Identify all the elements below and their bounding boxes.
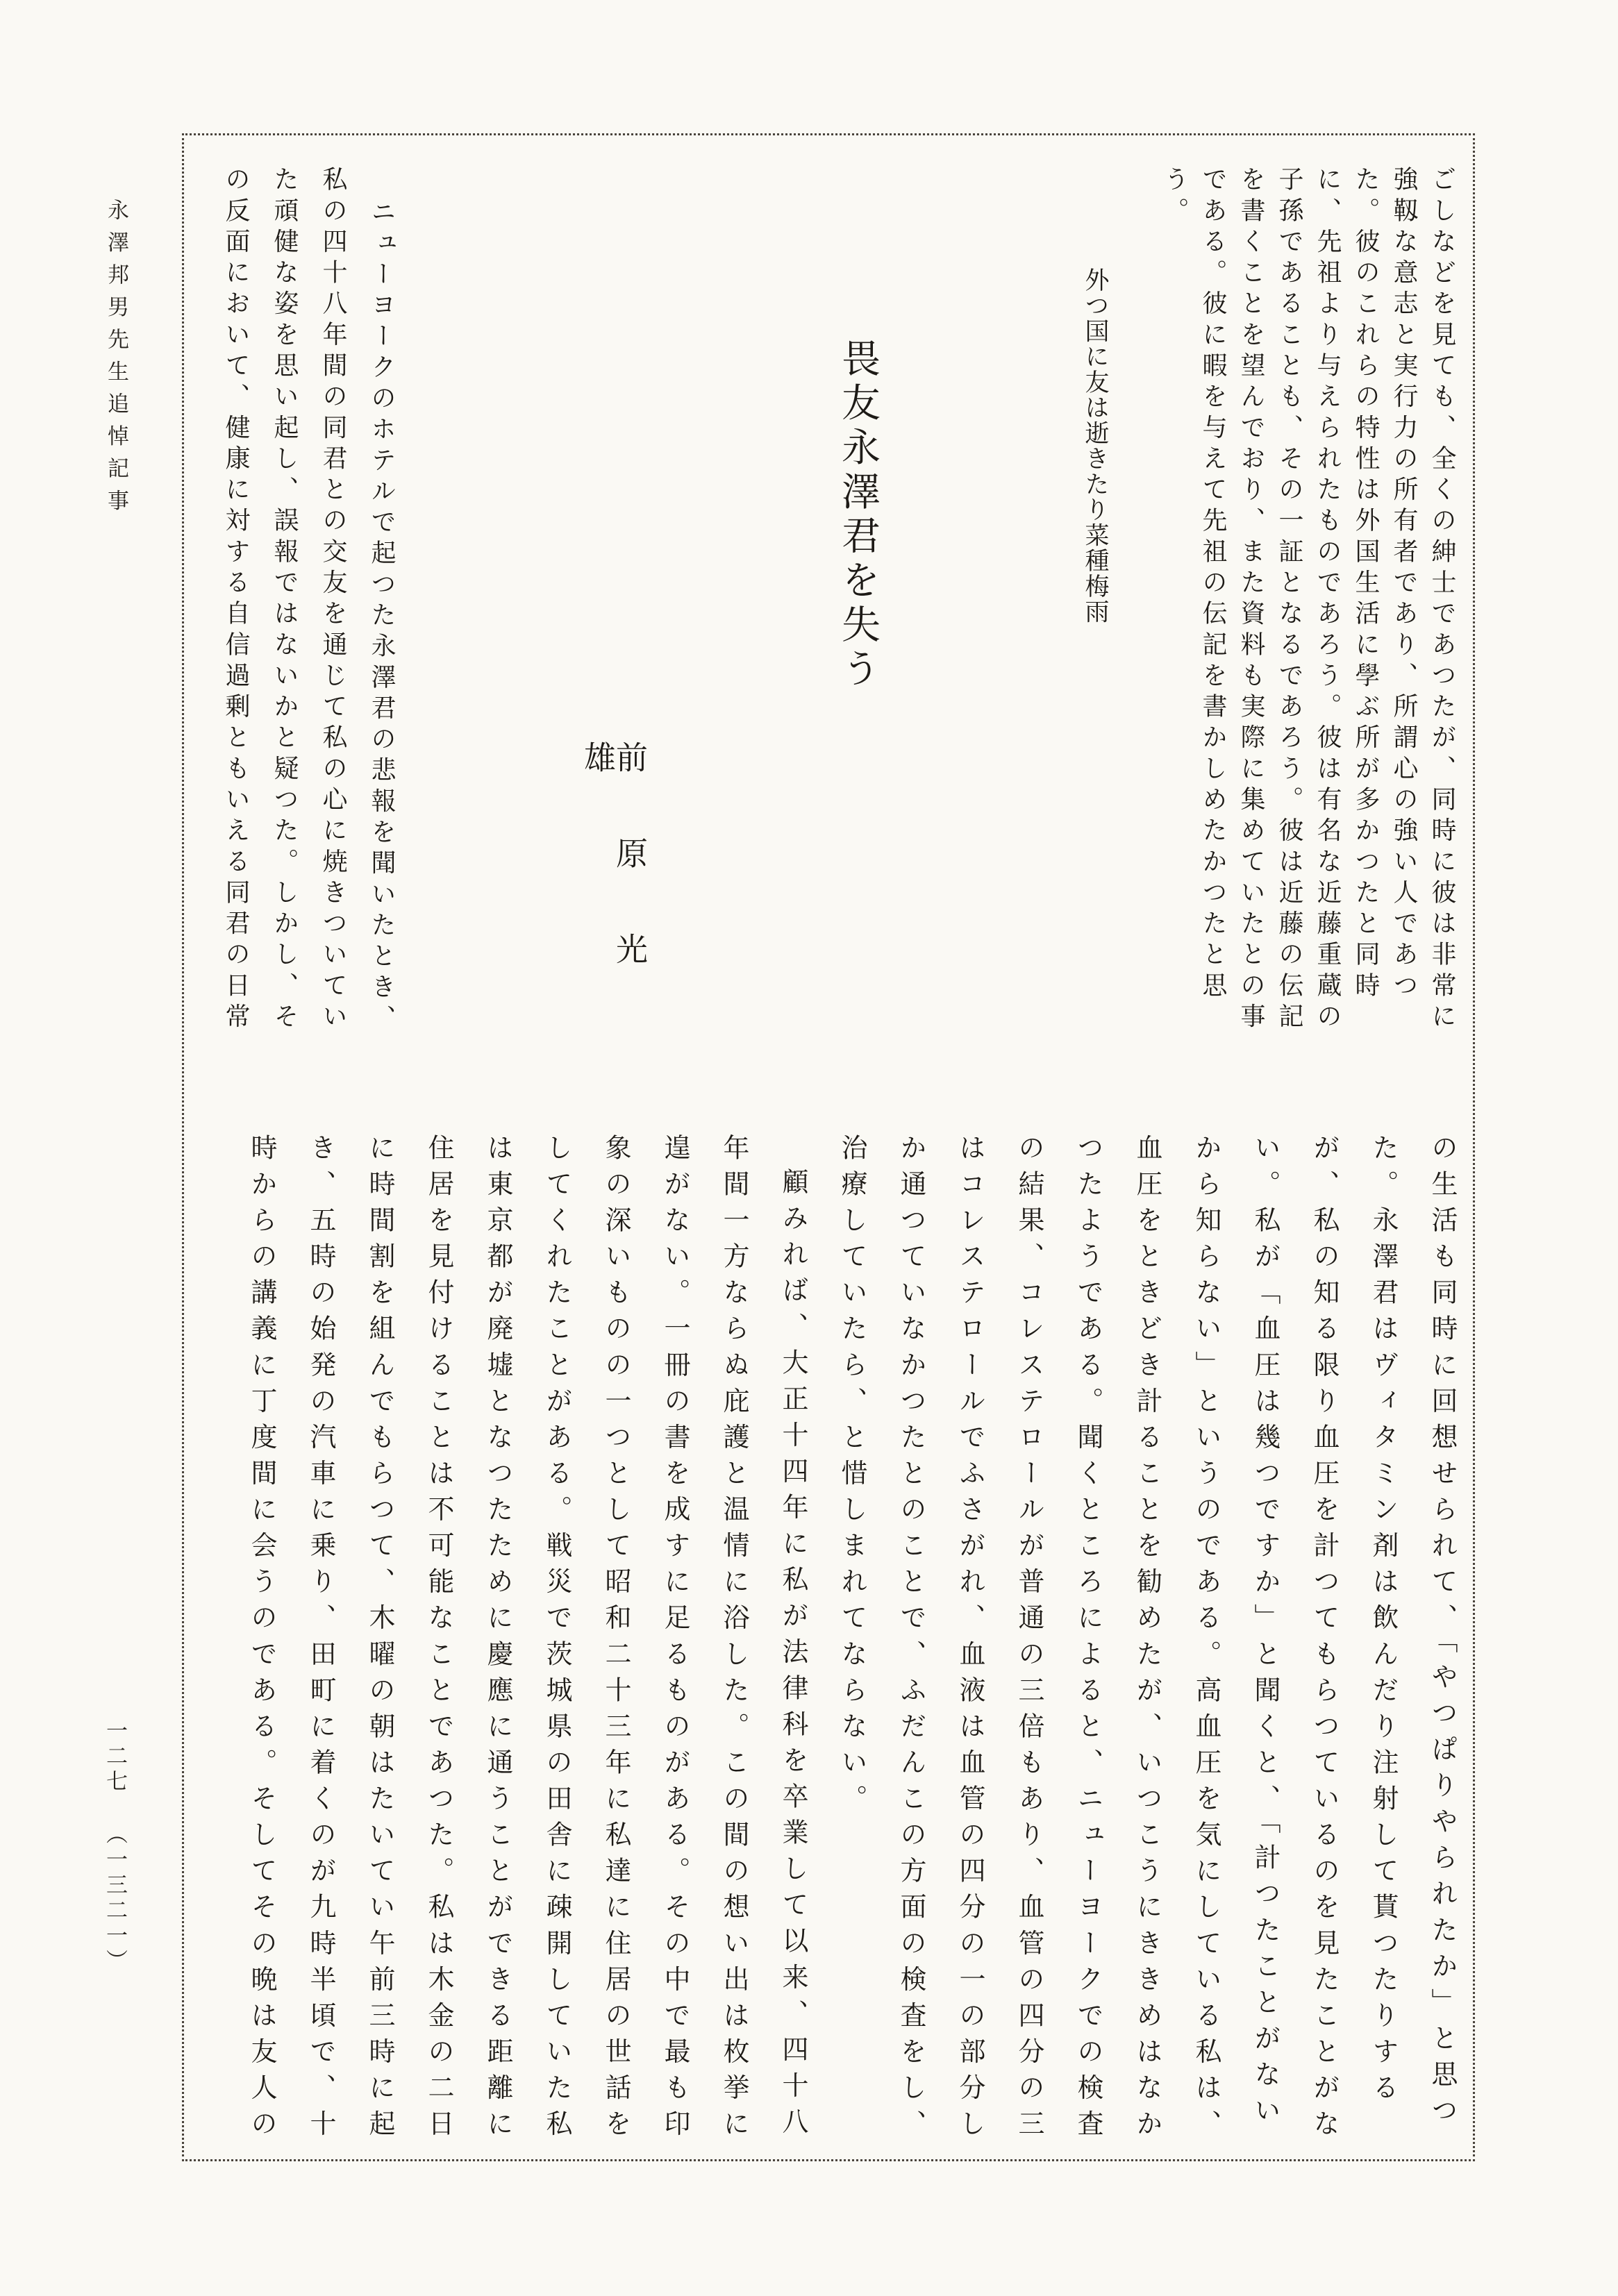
article-opening bbox=[224, 166, 394, 1035]
lower-section bbox=[248, 1134, 1455, 2147]
text-column: してくれたことがある。戦災で茨城県の田舎に疎開していた私 bbox=[542, 1134, 571, 2146]
text-column: から知らない」というのである。高血圧を気にしている私は、 bbox=[1191, 1134, 1220, 2146]
text-column: た。彼のこれらの特性は外国生活に學ぶ所が多かつたと同時 bbox=[1352, 166, 1380, 1003]
text-column: か通つていなかつたとのことで、ふだんこの方面の検査をし、 bbox=[896, 1134, 925, 2146]
author-name: 前原光雄 bbox=[580, 741, 647, 1028]
text-column: 血圧をときどき計ることを勧めたが、いつこうにききめはなか bbox=[1132, 1134, 1161, 2146]
text-column: ごしなどを見ても、全くの紳士であつたが、同時に彼は非常に bbox=[1428, 166, 1456, 1034]
text-column: 象の深いものの一つとして昭和二十三年に私達に住居の世話を bbox=[601, 1134, 630, 2146]
article-title: 畏友永澤君を失う bbox=[836, 338, 879, 693]
text-column: た頑健な姿を思い起し、誤報ではないかと疑つた。しかし、そ bbox=[271, 166, 299, 1034]
text-column: 治療していたら、と惜しまれてならない。 bbox=[837, 1134, 866, 1821]
text-column: はコレステロールでふさがれ、血液は血管の四分の一の部分し bbox=[955, 1134, 984, 2146]
content-frame bbox=[182, 133, 1475, 2161]
text-column: う。 bbox=[1161, 166, 1189, 228]
haiku-line: 外つ国に友は逝きたり菜種梅雨 bbox=[1082, 267, 1109, 625]
text-column: に、先祖より与えられたものであろう。彼は有名な近藤重蔵の bbox=[1314, 166, 1342, 1034]
text-column: き、五時の始発の汽車に乗り、田町に着くのが九時半頃で、十 bbox=[306, 1134, 335, 2146]
text-column: を書くことを望んでおり、また資料も実際に集めていたとの事 bbox=[1237, 166, 1265, 1034]
text-column: 私の四十八年間の同君との交友を通じて私の心に焼きついてい bbox=[319, 166, 347, 1034]
text-column: の結果、コレステロールが普通の三倍もあり、血管の四分の三 bbox=[1014, 1134, 1043, 2146]
previous-article-ending bbox=[1162, 166, 1455, 1034]
series-title: 永澤邦男先生追悼記事 bbox=[104, 199, 128, 521]
text-column: 顧みれば、大正十四年に私が法律科を卒業して以来、四十八 bbox=[778, 1168, 807, 2145]
page-number-secondary: （一三二一） bbox=[103, 1822, 127, 1975]
text-column: い。私が「血圧は幾つですか」と聞くと、「計つたことがない bbox=[1250, 1134, 1279, 2133]
text-column: 住居を見付けることは不可能なことであつた。私は木金の二日 bbox=[424, 1134, 453, 2146]
text-column: つたようである。聞くところによると、ニューヨークでの検査 bbox=[1073, 1134, 1102, 2146]
upper-section bbox=[224, 166, 1455, 1100]
text-column: が、私の知る限り血圧を計つてもらつているのを見たことがな bbox=[1309, 1134, 1338, 2146]
text-column: の生活も同時に回想せられて、「やつぱりやられたか」と思つ bbox=[1427, 1134, 1456, 2133]
text-column: 時からの講義に丁度間に会うのである。そしてその晩は友人の bbox=[247, 1134, 276, 2146]
text-column: 強靱な意志と実行力の所有者であり、所謂心の強い人であつ bbox=[1390, 166, 1418, 1003]
text-column: 子孫であることも、その一証となるであろう。彼は近藤の伝記 bbox=[1276, 166, 1303, 1034]
text-column: は東京都が廃墟となつたために慶應に通うことができる距離に bbox=[483, 1134, 512, 2146]
text-column: た。永澤君はヴィタミン剤は飲んだり注射して貰つたりする bbox=[1368, 1134, 1397, 2110]
text-column: の反面において、健康に対する自信過剰ともいえる同君の日常 bbox=[222, 166, 250, 1034]
page-number bbox=[104, 1719, 126, 1975]
text-column: 年間一方ならぬ庇護と温情に浴した。この間の想い出は枚挙に bbox=[719, 1134, 748, 2146]
page-number-main: 一二七 bbox=[103, 1719, 127, 1795]
text-column: ニューヨークのホテルで起つた永澤君の悲報を聞いたとき、 bbox=[368, 198, 396, 1036]
text-column: に時間割を組んでもらつて、木曜の朝はたいてい午前三時に起 bbox=[365, 1134, 394, 2146]
text-column: である。彼に暇を与えて先祖の伝記を書かしめたかつたと思 bbox=[1199, 166, 1227, 1003]
text-column: 遑がない。一冊の書を成すに足るものがある。その中で最も印 bbox=[660, 1134, 689, 2146]
